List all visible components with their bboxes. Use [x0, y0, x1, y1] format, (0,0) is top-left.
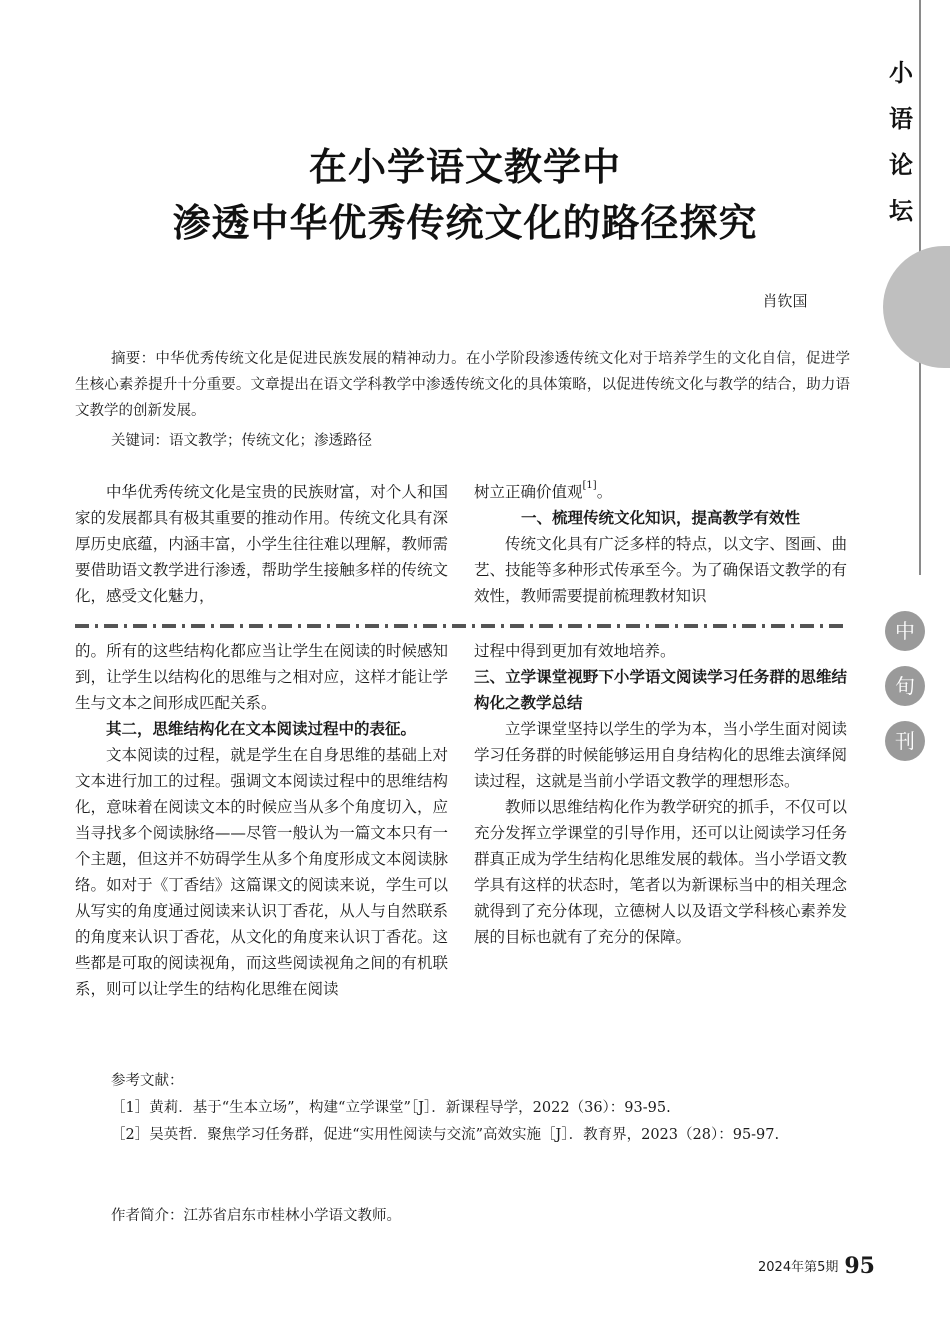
intro-end-punct: 。: [596, 483, 613, 501]
lower-right-column: [474, 638, 847, 950]
citation-mark: [1]: [582, 480, 597, 491]
journal-badge-3: 刊: [885, 721, 925, 761]
excerpt-divider: [75, 624, 847, 628]
column-tag-char: 小: [889, 59, 913, 87]
summary-paragraph-2: 教师以思维结构化作为教学研究的抓手，不仅可以充分发挥立学课堂的引导作用，还可以让阅读学习任务群真正成为学生结构化思维发展的载体。当小学语文教学具有这样的状态时，笔者以为新课标当中的相关理念就得到了充分体现，立德树人以及语文学科核心素养发展的目标也就有了充分的保障。: [474, 798, 847, 946]
keywords: 关键词：语文教学；传统文化；渗透路径: [111, 433, 372, 449]
title-line-2: 渗透中华优秀传统文化的路径探究: [172, 201, 758, 245]
intro-paragraph: 中华优秀传统文化是宝贵的民族财富，对个人和国家的发展都具有极其重要的推动作用。传统文化具有深厚历史底蕴，内涵丰富，小学生往往难以理解，教师需要借助语文教学进行渗透，帮助学生接触多样的传统文化，感受文化魅力，: [75, 483, 448, 605]
references: [75, 1068, 850, 1149]
continued-paragraph-right: 过程中得到更加有效地培养。: [474, 642, 676, 660]
subheading-two: 其二，思维结构化在文本阅读过程中的表征。: [106, 720, 417, 738]
section-heading-1: 一、梳理传统文化知识，提高教学有效性: [520, 509, 800, 527]
upper-right-column: [474, 479, 847, 609]
column-tag-char: 语: [889, 105, 913, 133]
page-footer: [735, 1253, 875, 1279]
reading-paragraph: 文本阅读的过程，就是学生在自身思维的基础上对文本进行加工的过程。强调文本阅读过程中的思维结构化，意味着在阅读文本的时候应当从多个角度切入，应当寻找多个阅读脉络——尽管一般认为一篇文本只有一个主题，但这并不妨碍学生从多个角度形成文本阅读脉络。如对于《丁香结》这篇课文的阅读来说，学生可以从写实的角度通过阅读来认识丁香花，从人与自然联系的角度来认识丁香花，从文化的角度来认识丁香花。这些都是可取的阅读视角，而这些阅读视角之间的有机联系，则可以让学生的结构化思维在阅读: [75, 746, 448, 998]
title-line-1: 在小学语文教学中: [308, 145, 621, 189]
section-1-paragraph: 传统文化具有广泛多样的特点，以文字、图画、曲艺、技能等多种形式传承至今。为了确保语文教学的有效性，教师需要提前梳理教材知识: [474, 535, 847, 605]
continued-paragraph: 的。所有的这些结构化都应当让学生在阅读的时候感知到，让学生以结构化的思维与之相对应，这样才能让学生与文本之间形成匹配关系。: [75, 642, 448, 712]
journal-badge-2: 旬: [885, 666, 925, 706]
column-tag: [878, 50, 924, 234]
decorative-half-circle: [883, 246, 950, 368]
reference-item-1: ［1］黄莉．基于“生本立场”，构建“立学课堂”［J］．新课程导学，2022（36）：93-95.: [111, 1100, 671, 1116]
journal-badge-1: 中: [885, 611, 925, 651]
upper-left-column: [75, 479, 448, 609]
column-tag-char: 论: [889, 151, 913, 179]
author-bio: 作者简介：江苏省启东市桂林小学语文教师。: [111, 1208, 401, 1224]
abstract: 摘要：中华优秀传统文化是促进民族发展的精神动力。在小学阶段渗透传统文化对于培养学生的文化自信，促进学生核心素养提升十分重要。文章提出在语文学科教学中渗透传统文化的具体策略，以促进传统文化与教学的结合，助力语文教学的创新发展。: [75, 351, 850, 419]
summary-paragraph-1: 立学课堂坚持以学生的学为本，当小学生面对阅读学习任务群的时候能够运用自身结构化的思维去演绎阅读过程，这就是当前小学语文教学的理想形态。: [474, 720, 847, 790]
page-number: 95: [844, 1253, 875, 1279]
intro-end-text: 树立正确价值观: [474, 483, 583, 501]
author-name: 肖钦国: [762, 292, 808, 310]
references-label: 参考文献：: [111, 1073, 184, 1089]
reference-item-2: ［2］吴英哲．聚焦学习任务群，促进“实用性阅读与交流”高效实施［J］．教育界，2023（28）：95-97.: [111, 1127, 780, 1143]
issue-label: 2024年第5期: [758, 1260, 839, 1275]
section-heading-3: 三、立学课堂视野下小学语文阅读学习任务群的思维结构化之教学总结: [474, 668, 847, 712]
column-tag-char: 坛: [889, 197, 913, 225]
lower-left-column: [75, 638, 448, 1002]
intro-paragraph-end: [474, 479, 847, 505]
